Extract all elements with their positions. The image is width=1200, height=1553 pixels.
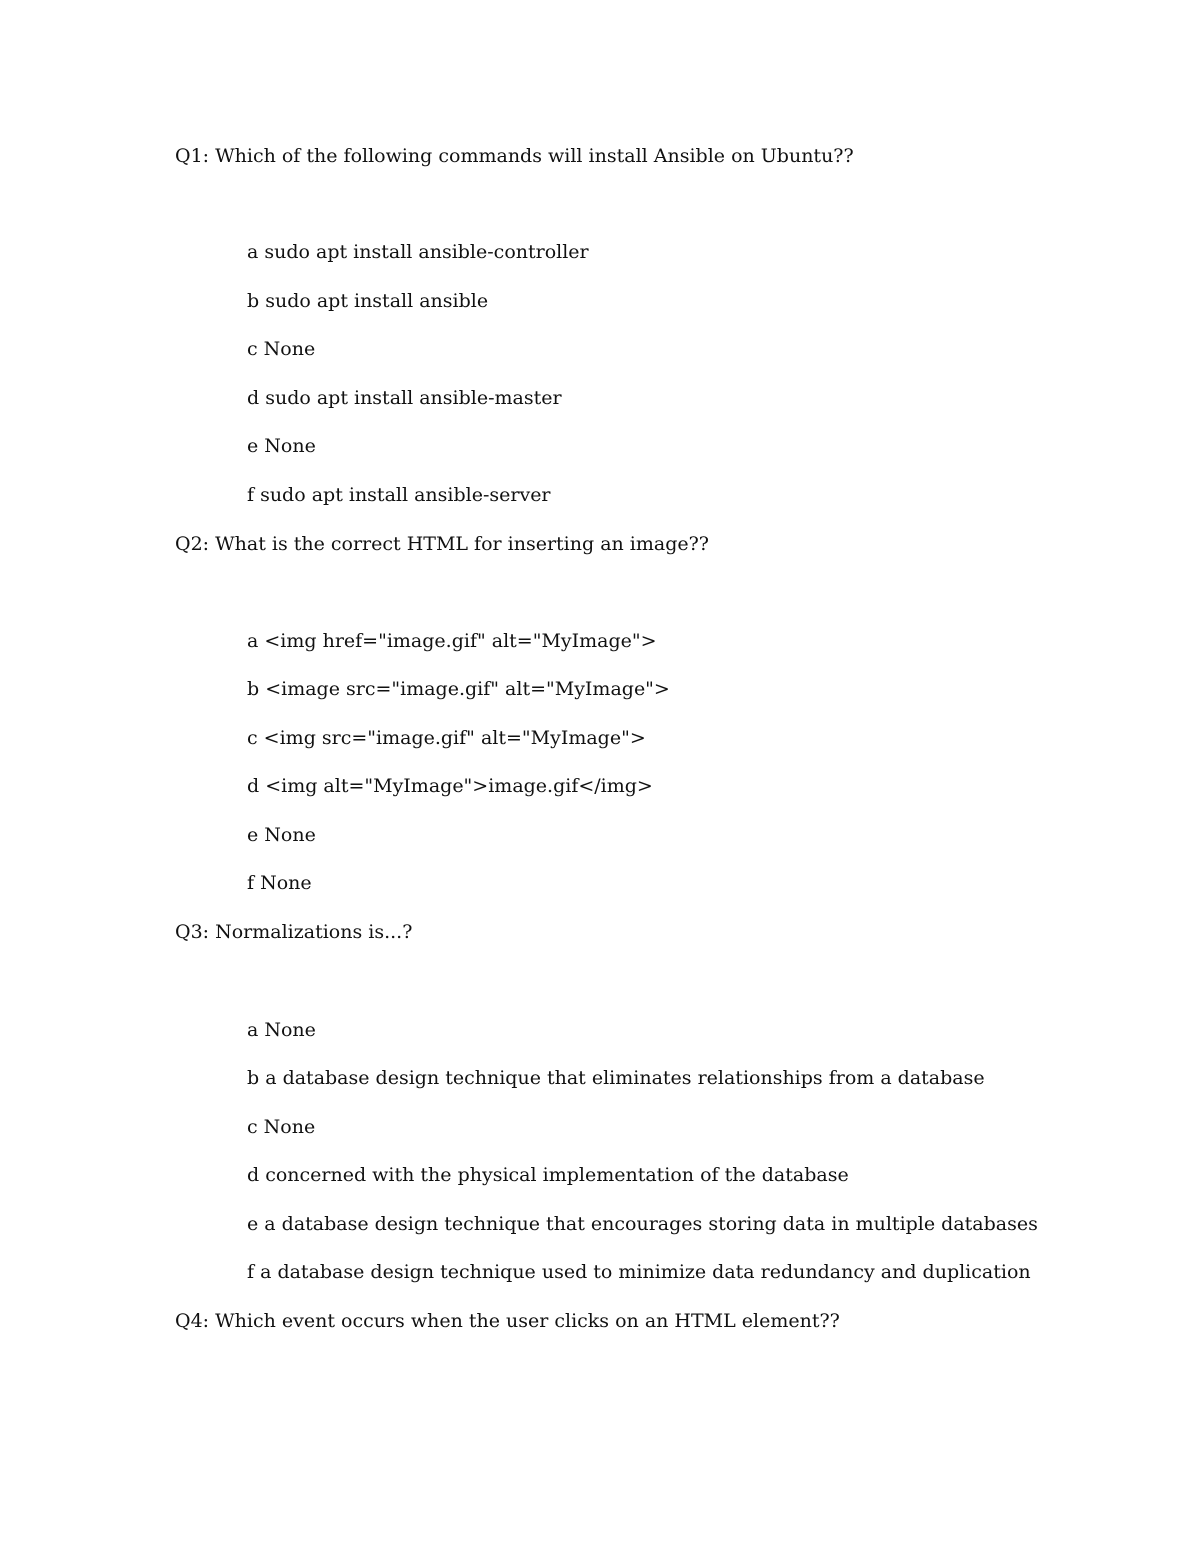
option-q1-b: b sudo apt install ansible	[247, 290, 489, 312]
question-2: Q2: What is the correct HTML for inserting an image??	[175, 533, 709, 555]
question-3: Q3: Normalizations is...?	[175, 921, 413, 943]
option-q1-a: a sudo apt install ansible-controller	[247, 241, 589, 263]
option-q3-b: b a database design technique that eliminates relationships from a database	[247, 1067, 985, 1089]
option-q1-d: d sudo apt install ansible-master	[247, 387, 562, 409]
option-q3-d: d concerned with the physical implementation of the database	[247, 1164, 849, 1186]
option-q2-d: d <img alt="MyImage">image.gif</img>	[247, 775, 653, 797]
option-q3-a: a None	[247, 1019, 316, 1041]
option-q2-c: c <img src="image.gif" alt="MyImage">	[247, 727, 646, 749]
option-q2-a: a <img href="image.gif" alt="MyImage">	[247, 630, 657, 652]
option-q3-f: f a database design technique used to minimize data redundancy and duplication	[247, 1261, 1031, 1283]
option-q1-c: c None	[247, 338, 316, 360]
question-1: Q1: Which of the following commands will install Ansible on Ubuntu??	[175, 145, 854, 167]
question-4: Q4: Which event occurs when the user clicks on an HTML element??	[175, 1310, 840, 1332]
option-q3-c: c None	[247, 1116, 316, 1138]
option-q1-e: e None	[247, 435, 316, 457]
option-q2-f: f None	[247, 872, 312, 894]
option-q1-f: f sudo apt install ansible-server	[247, 484, 551, 506]
option-q3-e: e a database design technique that encourages storing data in multiple databases	[247, 1213, 1038, 1235]
option-q2-b: b <image src="image.gif" alt="MyImage">	[247, 678, 670, 700]
option-q2-e: e None	[247, 824, 316, 846]
